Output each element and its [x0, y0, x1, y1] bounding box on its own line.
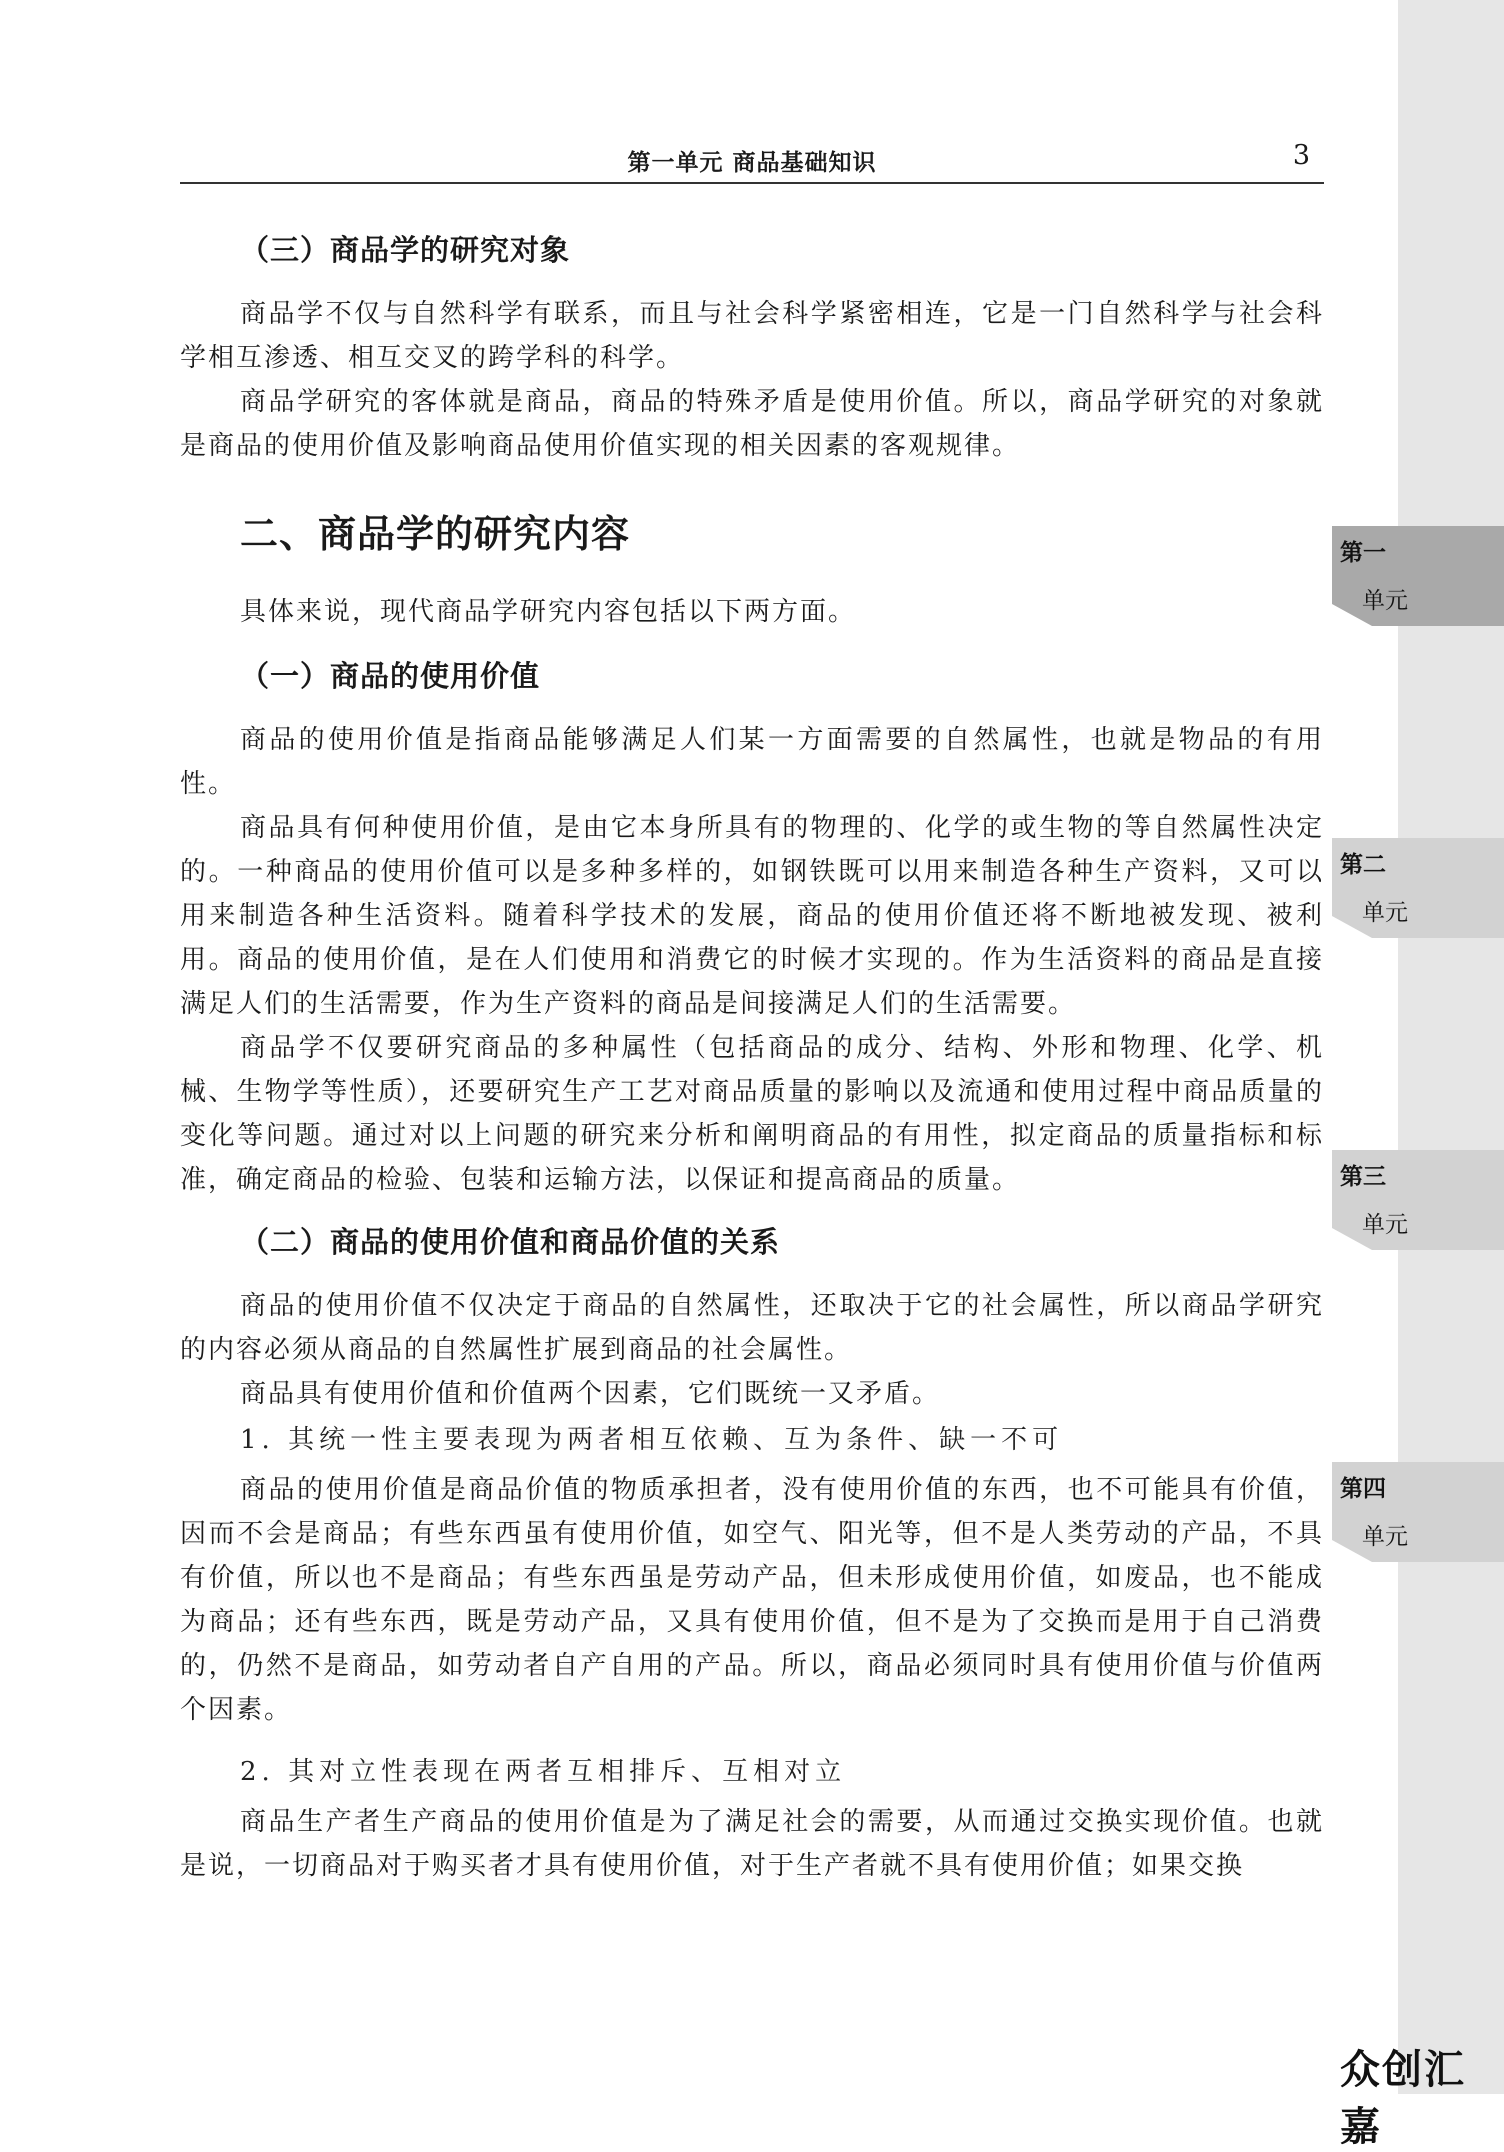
- paragraph: 商品学不仅要研究商品的多种属性（包括商品的成分、结构、外形和物理、化学、机械、生物学等性质），还要研究生产工艺对商品质量的影响以及流通和使用过程中商品质量的变化等问题。通过对以上问题的研究来分析和阐明商品的有用性，拟定商品的质量指标和标准，确定商品的检验、包装和运输方法，以保证和提高商品的质量。: [180, 1033, 1324, 1195]
- paragraph: 商品学研究的客体就是商品，商品的特殊矛盾是使用价值。所以，商品学研究的对象就是商品的使用价值及影响商品使用价值实现的相关因素的客观规律。: [180, 387, 1324, 461]
- running-header: [180, 140, 1324, 184]
- paragraph: 商品具有何种使用价值，是由它本身所具有的物理的、化学的或生物的等自然属性决定的。一种商品的使用价值可以是多种多样的，如钢铁既可以用来制造各种生产资料，又可以用来制造各种生活资料。随着科学技术的发展，商品的使用价值还将不断地被发现、被利用。商品的使用价值，是在人们使用和消费它的时候才实现的。作为生活资料的商品是直接满足人们的生活需要，作为生产资料的商品是间接满足人们的生活需要。: [180, 813, 1324, 1019]
- page-content: [180, 228, 1324, 1888]
- watermark-logo: 众创汇嘉: [1340, 2047, 1466, 2150]
- side-tab-unit-2[interactable]: 第二 单元: [1332, 838, 1504, 938]
- numbered-subheading-2: 2. 其对立性表现在两者互相排斥、互相对立: [240, 1757, 847, 1787]
- section-heading-1: （一）商品的使用价值: [240, 659, 541, 693]
- numbered-subheading-1: 1. 其统一性主要表现为两者相互依赖、互为条件、缺一不可: [240, 1425, 1064, 1455]
- paragraph: 商品具有使用价值和价值两个因素，它们既统一又矛盾。: [240, 1379, 941, 1409]
- side-tab-unit-4[interactable]: 第四 单元: [1332, 1462, 1504, 1562]
- chapter-heading-2: 二、商品学的研究内容: [240, 511, 631, 556]
- side-tab-unit-1[interactable]: 第一 单元: [1332, 526, 1504, 626]
- header-title: 第一单元 商品基础知识: [627, 150, 877, 176]
- paragraph: 商品学不仅与自然科学有联系，而且与社会科学紧密相连，它是一门自然科学与社会科学相互渗透、相互交叉的跨学科的科学。: [180, 299, 1324, 373]
- section-heading-2: （二）商品的使用价值和商品价值的关系: [240, 1225, 781, 1259]
- side-margin-strip: [1398, 0, 1504, 2094]
- paragraph: 商品的使用价值是指商品能够满足人们某一方面需要的自然属性，也就是物品的有用性。: [180, 725, 1324, 799]
- paragraph: 具体来说，现代商品学研究内容包括以下两方面。: [240, 597, 857, 627]
- side-tab-unit-3[interactable]: 第三 单元: [1332, 1150, 1504, 1250]
- section-heading-3: （三）商品学的研究对象: [240, 233, 571, 267]
- paragraph: 商品的使用价值不仅决定于商品的自然属性，还取决于它的社会属性，所以商品学研究的内容必须从商品的自然属性扩展到商品的社会属性。: [180, 1291, 1324, 1365]
- page-number: 3: [1292, 140, 1310, 171]
- paragraph: 商品生产者生产商品的使用价值是为了满足社会的需要，从而通过交换实现价值。也就是说，一切商品对于购买者才具有使用价值，对于生产者就不具有使用价值；如果交换: [180, 1807, 1324, 1881]
- paragraph: 商品的使用价值是商品价值的物质承担者，没有使用价值的东西，也不可能具有价值，因而不会是商品；有些东西虽有使用价值，如空气、阳光等，但不是人类劳动的产品，不具有价值，所以也不是商品；有些东西虽是劳动产品，但未形成使用价值，如废品，也不能成为商品；还有些东西，既是劳动产品，又具有使用价值，但不是为了交换而是用于自己消费的，仍然不是商品，如劳动者自产自用的产品。所以，商品必须同时具有使用价值与价值两个因素。: [180, 1475, 1324, 1725]
